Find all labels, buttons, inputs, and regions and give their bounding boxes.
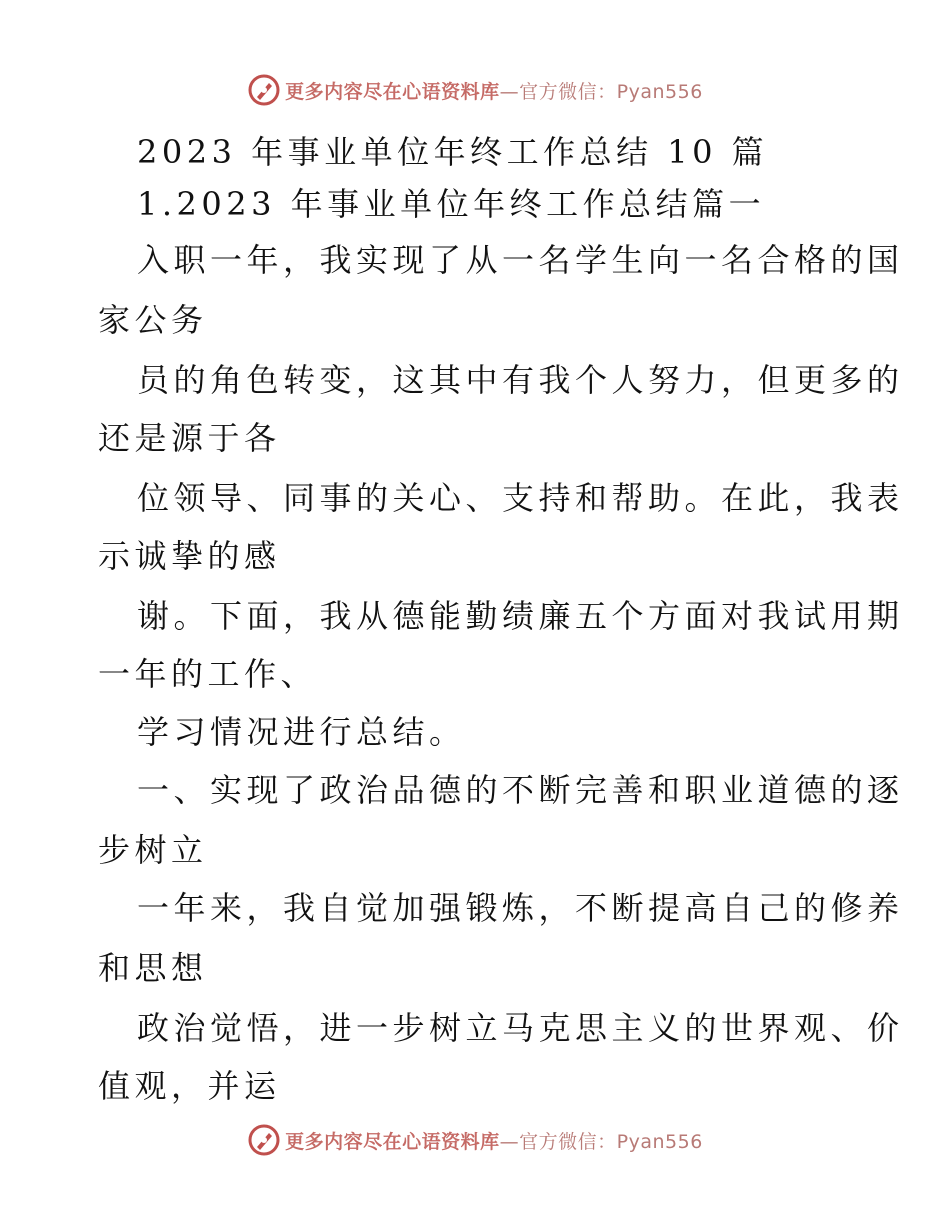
document-line: 政治觉悟，进一步树立马克思主义的世界观、价 [137, 1009, 904, 1047]
document-line: 值观，并运 [98, 1067, 281, 1105]
document-line: 一年的工作、 [98, 655, 318, 693]
document-line: 位领导、同事的关心、支持和帮助。在此，我表 [137, 479, 904, 517]
watermark-text [285, 77, 703, 104]
document-line: 员的角色转变，这其中有我个人努力，但更多的 [137, 361, 904, 399]
document-line: 示诚挚的感 [98, 537, 281, 575]
header-watermark [0, 70, 950, 110]
watermark-main-text: 更多内容尽在心语资料库 [285, 80, 500, 103]
document-line: 还是源于各 [98, 419, 281, 457]
watermark-sub-text: —官方微信：Pyan556 [499, 80, 703, 103]
document-line-heading-2: 一、实现了政治品德的不断完善和职业道德的逐 [137, 771, 904, 809]
watermark-main-text: 更多内容尽在心语资料库 [285, 1130, 500, 1153]
document-line: 学习情况进行总结。 [137, 713, 466, 751]
document-title: 2023 年事业单位年终工作总结 10 篇 [137, 133, 769, 171]
document-line-heading-1: 1.2023 年事业单位年终工作总结篇一 [137, 185, 766, 223]
document-line: 和思想 [98, 949, 208, 987]
document-line: 家公务 [98, 301, 208, 339]
document-line: 一年来，我自觉加强锻炼，不断提高自己的修养 [137, 889, 904, 927]
watermark-text [285, 1127, 703, 1154]
pen-logo-icon [247, 73, 281, 107]
document-line: 入职一年，我实现了从一名学生向一名合格的国 [137, 241, 904, 279]
footer-watermark [0, 1120, 950, 1160]
watermark-sub-text: —官方微信：Pyan556 [499, 1130, 703, 1153]
pen-logo-icon [247, 1123, 281, 1157]
document-line: 步树立 [98, 831, 208, 869]
document-line: 谢。下面，我从德能勤绩廉五个方面对我试用期 [137, 597, 904, 635]
